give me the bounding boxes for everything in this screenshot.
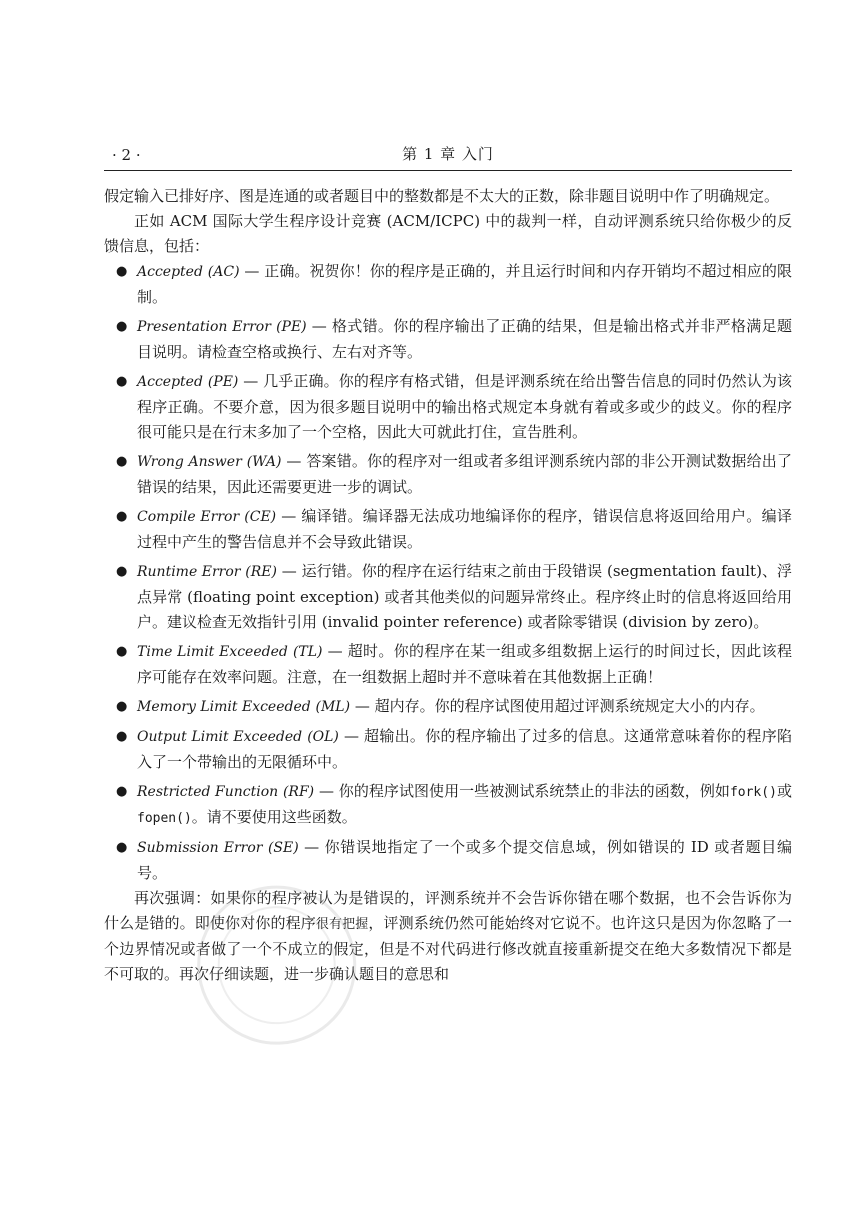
bullet-icon: ●: [116, 509, 128, 524]
verdict-term: Memory Limit Exceeded: [137, 699, 311, 715]
bullet-icon: ●: [116, 699, 128, 714]
verdict-abbr: (AC): [207, 264, 240, 280]
verdict-desc: 运行错。你的程序在运行结束之前由于段错误 (segmentation fault)、浮点异常 (floating point exception) 或者其他类似的问题异常终止。程序终止时的信息将返回给用户。建议检查无效指针引用 (invalid pointer reference) 或者除零错误 (division by zero)。: [137, 562, 792, 631]
verdict-dash: —: [306, 317, 332, 335]
verdict-desc-pre: 你的程序试图使用一些被测试系统禁止的非法的函数，例如: [338, 782, 730, 800]
verdict-desc: 编译错。编译器无法成功地编译你的程序，错误信息将返回给用户。编译过程中产生的警告信息并不会导致此错误。: [137, 507, 792, 551]
verdict-desc: 答案错。你的程序对一组或者多组评测系统内部的非公开测试数据给出了错误的结果，因此还需要更进一步的调试。: [137, 452, 792, 496]
verdict-item-presentation-error: [104, 314, 792, 365]
closing-emphasis: 很有把握: [315, 917, 369, 932]
verdict-term: Compile Error: [137, 509, 240, 525]
verdict-item-memory-limit-exceeded: [104, 694, 792, 720]
verdict-term: Time Limit Exceeded: [137, 644, 288, 660]
verdict-term: Presentation Error: [137, 319, 271, 335]
verdict-abbr: (SE): [267, 840, 299, 856]
verdict-desc-mid: 或: [776, 782, 792, 800]
verdict-abbr: (RE): [245, 564, 277, 580]
verdict-list: [104, 259, 792, 886]
verdict-term: Runtime Error: [137, 564, 241, 580]
verdict-abbr: (PE): [276, 319, 307, 335]
bullet-icon: ●: [116, 840, 128, 855]
verdict-dash: —: [322, 642, 348, 660]
verdict-desc-post: 。请不要使用这些函数。: [191, 808, 357, 826]
verdict-dash: —: [239, 262, 265, 280]
verdict-dash: —: [276, 562, 302, 580]
verdict-item-runtime-error: [104, 559, 792, 635]
verdict-item-time-limit-exceeded: [104, 639, 792, 690]
verdict-abbr: (RF): [282, 784, 315, 800]
verdict-abbr: (TL): [292, 644, 323, 660]
verdict-item-compile-error: [104, 504, 792, 555]
bullet-icon: ●: [116, 729, 128, 744]
verdict-item-restricted-function: [104, 779, 792, 831]
chapter-title: 第 1 章 入门: [402, 145, 494, 163]
verdict-abbr: (OL): [307, 729, 339, 745]
closing-post: ，评测系统仍然可能始终对它说不。也许这只是因为你忽略了一个边界情况或者做了一个不成立的假定，但是不对代码进行修改就直接重新提交在绝大多数情况下都是不可取的。再次仔细读题，进一步确认题目的意思和: [104, 914, 792, 983]
verdict-desc: 超时。你的程序在某一组或多组数据上运行的时间过长，因此该程序可能存在效率问题。注意，在一组数据上超时并不意味着在其他数据上正确！: [137, 642, 792, 686]
verdict-dash: —: [238, 372, 264, 390]
verdict-abbr: (PE): [207, 374, 239, 390]
verdict-desc: 格式错。你的程序输出了正确的结果，但是输出格式并非严格满足题目说明。请检查空格或换行、左右对齐等。: [137, 317, 792, 361]
bullet-icon: ●: [116, 319, 128, 334]
bullet-icon: ●: [116, 264, 128, 279]
verdict-item-wrong-answer: [104, 449, 792, 500]
code-fork: fork(): [729, 785, 777, 800]
verdict-dash: —: [298, 838, 325, 856]
continuation-paragraph: 假定输入已排好序、图是连通的或者题目中的整数都是不太大的正数，除非题目说明中作了明确规定。: [104, 187, 780, 205]
verdict-item-accepted-pe: [104, 369, 792, 445]
verdict-desc: 超内存。你的程序试图使用超过评测系统规定大小的内存。: [374, 697, 765, 715]
verdict-item-submission-error: [104, 835, 792, 886]
bullet-icon: ●: [116, 374, 128, 389]
code-fopen: fopen(): [137, 811, 192, 826]
lead-paragraph: 正如 ACM 国际大学生程序设计竞赛 (ACM/ICPC) 中的裁判一样，自动评测系统只给你极少的反馈信息，包括：: [104, 212, 792, 255]
verdict-item-accepted: [104, 259, 792, 310]
bullet-icon: ●: [116, 564, 128, 579]
page-number: · 2 ·: [112, 146, 141, 164]
verdict-abbr: (CE): [244, 509, 277, 525]
bullet-icon: ●: [116, 454, 128, 469]
bullet-icon: ●: [116, 644, 128, 659]
verdict-dash: —: [314, 782, 339, 800]
verdict-abbr: (ML): [315, 699, 351, 715]
verdict-item-output-limit-exceeded: [104, 724, 792, 775]
verdict-desc: 正确。祝贺你！你的程序是正确的，并且运行时间和内存开销均不超过相应的限制。: [137, 262, 792, 306]
body-text: [104, 184, 792, 987]
bullet-icon: ●: [116, 784, 128, 799]
verdict-desc: 你错误地指定了一个或多个提交信息域，例如错误的 ID 或者题目编号。: [137, 838, 792, 882]
verdict-term: Output Limit Exceeded: [137, 729, 303, 745]
verdict-term: Accepted: [137, 264, 203, 280]
verdict-dash: —: [276, 507, 302, 525]
verdict-desc: 超输出。你的程序输出了过多的信息。这通常意味着你的程序陷入了一个带输出的无限循环中。: [137, 727, 792, 771]
closing-paragraph: [104, 886, 792, 987]
verdict-term: Wrong Answer: [137, 454, 242, 470]
verdict-dash: —: [338, 727, 365, 745]
verdict-term: Accepted: [137, 374, 203, 390]
verdict-desc: 几乎正确。你的程序有格式错，但是评测系统在给出警告信息的同时仍然认为该程序正确。不要介意，因为很多题目说明中的输出格式规定本身就有着或多或少的歧义。你的程序很可能只是在行末多加了一个空格，因此大可就此打住，宣告胜利。: [137, 372, 792, 441]
running-header: [104, 143, 792, 165]
header-rule: [104, 170, 792, 171]
verdict-term: Submission Error: [137, 840, 263, 856]
verdict-abbr: (WA): [246, 454, 282, 470]
verdict-dash: —: [350, 697, 375, 715]
verdict-term: Restricted Function: [137, 784, 279, 800]
closing-pre: 再次强调：如果你的程序被认为是错误的，评测系统并不会告诉你错在哪个数据，也不会告诉你为什么是错的。即使你对你的程序: [104, 889, 792, 932]
verdict-dash: —: [281, 452, 307, 470]
